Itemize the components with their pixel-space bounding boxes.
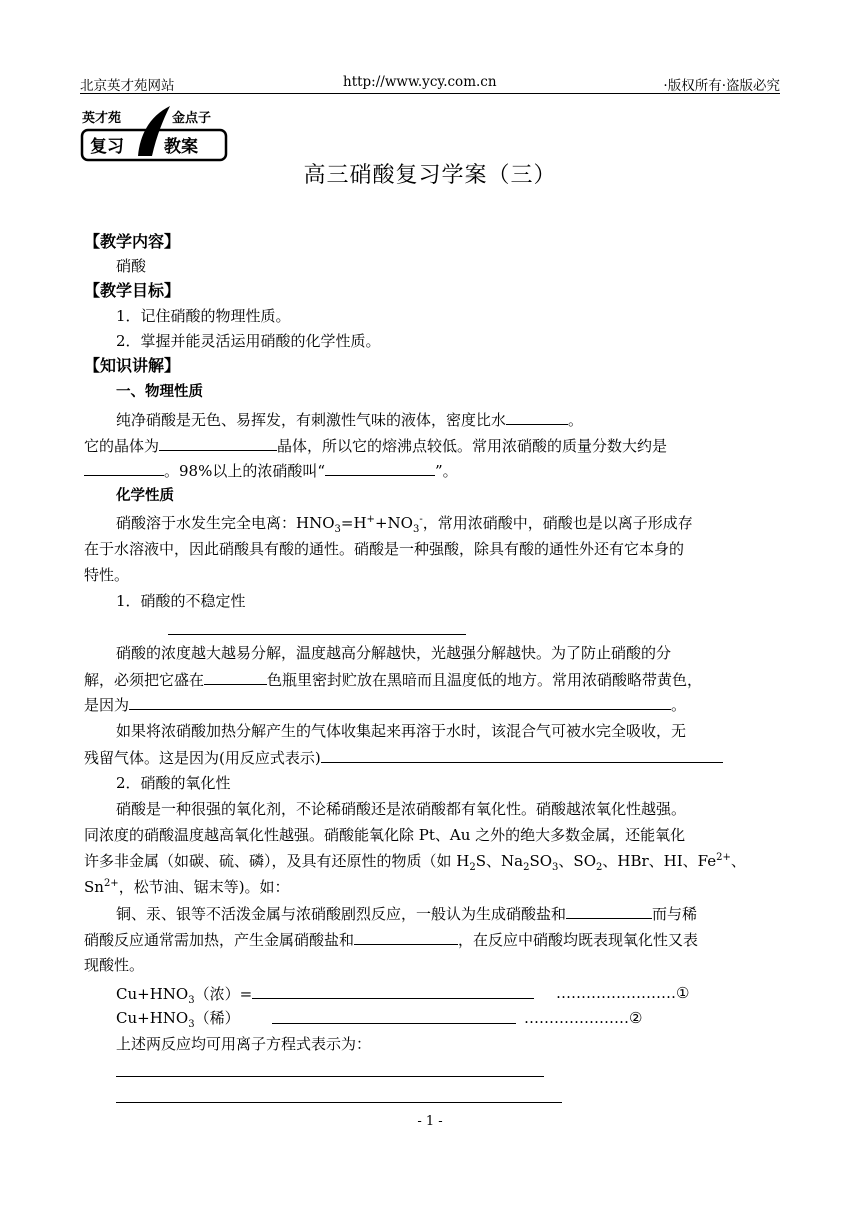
- fill-blank-density[interactable]: [506, 409, 568, 425]
- goal-2: 2．掌握并能灵活运用硝酸的化学性质。: [116, 332, 381, 350]
- subscript: 2: [469, 862, 476, 873]
- text-span: 硝酸溶于水发生完全电离：HNO: [116, 514, 335, 532]
- text-span: 解，必须把它盛在: [84, 671, 205, 689]
- text-span: 铜、汞、银等不活泼金属与浓硝酸剧烈反应，一般认为生成硝酸盐和: [116, 905, 567, 923]
- superscript: 2+: [716, 852, 731, 863]
- text-span: 。: [671, 696, 687, 714]
- text-span: 、: [730, 852, 746, 870]
- instability-line-2: [84, 669, 702, 690]
- content-text: 硝酸: [116, 257, 147, 275]
- chemical-line-3: 特性。: [84, 566, 130, 584]
- text-span: ”。: [435, 462, 458, 480]
- physical-line-2: [84, 435, 667, 456]
- subscript: 3: [188, 1019, 195, 1030]
- superscript: 2+: [103, 878, 119, 889]
- subscript: 3: [552, 862, 559, 873]
- text-span: Sn: [84, 878, 104, 896]
- fill-blank-conc-product[interactable]: [566, 903, 652, 919]
- fill-blank-yellow-reason[interactable]: [129, 694, 671, 710]
- text-span: S、Na: [475, 852, 524, 870]
- text-span: ，常用浓硝酸中，硝酸也是以离子形成存: [422, 514, 693, 532]
- subscript: 3: [412, 524, 420, 535]
- superscript: +: [366, 514, 375, 525]
- equation-1: [116, 983, 534, 1004]
- oxidizing-line-6: [84, 929, 698, 950]
- text-span: 色瓶里密封贮放在黑暗而且温度低的地方。常用浓硝酸略带黄色，: [267, 671, 703, 689]
- text-span: ，在反应中硝酸均既表现氧化性又表: [458, 931, 699, 949]
- equation-2-marker: …………………②: [524, 1009, 643, 1027]
- fill-blank-bottle-color[interactable]: [204, 669, 267, 685]
- oxidizing-line-5: [116, 903, 697, 924]
- fill-blank-equation-1[interactable]: [252, 983, 534, 999]
- text-span: Cu+HNO: [116, 985, 189, 1003]
- header-copyright: ·版权所有·盗版必究: [663, 78, 780, 94]
- text-span: SO: [529, 852, 553, 870]
- text-span: 。: [568, 411, 584, 429]
- chemical-line-2: 在于水溶液中，因此硝酸具有酸的通性。硝酸是一种强酸，除具有酸的通性外还有它本身的: [84, 540, 685, 558]
- text-span: 残留气体。这是因为(用反应式表示): [84, 749, 321, 767]
- logo-text-top-left: 英才苑: [82, 111, 122, 126]
- text-span: 它的晶体为: [84, 437, 160, 455]
- text-span: =H: [340, 514, 367, 532]
- subscript: 3: [334, 524, 341, 535]
- oxidizing-line-3: [84, 851, 746, 871]
- page-number: - 1 -: [417, 1114, 443, 1129]
- ionic-equation-prompt: 上述两反应均可用离子方程式表示为：: [116, 1035, 372, 1053]
- oxidizing-line-2: 同浓度的硝酸温度越高氧化性越强。硝酸能氧化除 Pt、Au 之外的绝大多数金属，还能氧化: [84, 826, 686, 844]
- fill-blank-equation-2[interactable]: [272, 1023, 516, 1024]
- logo-text-top-right: 金点子: [172, 111, 212, 126]
- text-span: 。98%以上的浓硝酸叫“: [164, 462, 326, 480]
- logo-graphic: [80, 104, 228, 162]
- text-span: 、SO: [558, 852, 596, 870]
- text-span: 纯净硝酸是无色、易挥发，有刺激性气味的液体，密度比水: [116, 411, 507, 429]
- fill-blank-name[interactable]: [325, 460, 435, 476]
- text-span: 晶体，所以它的熔沸点较低。常用浓硝酸的质量分数大约是: [277, 437, 668, 455]
- header-site-name: 北京英才苑网站: [80, 78, 175, 94]
- goal-1: 1．记住硝酸的物理性质。: [116, 307, 291, 325]
- header-divider: [80, 93, 780, 94]
- chemical-line-1: [116, 513, 693, 533]
- instability-line-5: [84, 747, 723, 768]
- instability-line-4: 如果将浓硝酸加热分解产生的气体收集起来再溶于水时，该混合气可被水完全吸收，无: [116, 722, 687, 740]
- subscript: 2: [523, 862, 530, 873]
- text-span: 硝酸反应通常需加热，产生金属硝酸盐和: [84, 931, 355, 949]
- instability-heading: 1．硝酸的不稳定性: [116, 592, 246, 610]
- text-span: （稀）: [194, 1009, 240, 1027]
- chemical-properties-heading: 化学性质: [116, 488, 174, 504]
- text-span: 许多非金属（如碳、硫、磷），及具有还原性的物质（如 H: [84, 852, 470, 870]
- answer-line-ionic-1[interactable]: [116, 1076, 544, 1077]
- subscript: 3: [188, 995, 195, 1006]
- text-span: 是因为: [84, 696, 130, 714]
- equation-1-marker: ……………………①: [556, 984, 690, 1002]
- fill-blank-reaction[interactable]: [321, 747, 723, 763]
- logo-text-bottom-left: 复习: [90, 137, 124, 157]
- text-span: 、HBr、HI、Fe: [602, 852, 717, 870]
- logo: [80, 104, 228, 162]
- answer-line-ionic-2[interactable]: [116, 1102, 562, 1103]
- header-url[interactable]: http://www.ycy.com.cn: [343, 74, 497, 90]
- text-span: +NO: [374, 514, 413, 532]
- page-title: 高三硝酸复习学案（三）: [303, 163, 557, 188]
- instability-line-3: [84, 694, 686, 715]
- instability-line-1: 硝酸的浓度越大越易分解，温度越高分解越快，光越强分解越快。为了防止硝酸的分: [116, 644, 672, 662]
- fill-blank-crystal[interactable]: [159, 435, 277, 451]
- equation-2: [116, 1008, 240, 1028]
- physical-line-3: [84, 460, 458, 481]
- physical-line-1: [116, 409, 583, 430]
- answer-line-decomposition[interactable]: [168, 634, 466, 635]
- oxidizing-line-7: 现酸性。: [84, 956, 145, 974]
- text-span: Cu+HNO: [116, 1009, 189, 1027]
- fill-blank-mass-fraction[interactable]: [84, 460, 164, 476]
- oxidizing-heading: 2．硝酸的氧化性: [116, 774, 231, 792]
- oxidizing-line-1: 硝酸是一种很强的氧化剂，不论稀硝酸还是浓硝酸都有氧化性。硝酸越浓氧化性越强。: [116, 800, 687, 818]
- physical-properties-heading: 一、物理性质: [116, 384, 203, 400]
- text-span: 而与稀: [652, 905, 698, 923]
- subscript: 2: [596, 862, 603, 873]
- section-heading-goals: 【教学目标】: [84, 281, 181, 300]
- superscript: -: [419, 514, 423, 525]
- logo-text-bottom-right: 教案: [164, 137, 198, 157]
- oxidizing-line-4: [84, 877, 290, 897]
- section-heading-content: 【教学内容】: [84, 232, 181, 251]
- text-span: （浓）=: [194, 985, 253, 1003]
- fill-blank-dilute-product[interactable]: [354, 929, 458, 945]
- section-heading-knowledge: 【知识讲解】: [84, 356, 181, 375]
- text-span: ，松节油、锯末等)。如：: [118, 878, 290, 896]
